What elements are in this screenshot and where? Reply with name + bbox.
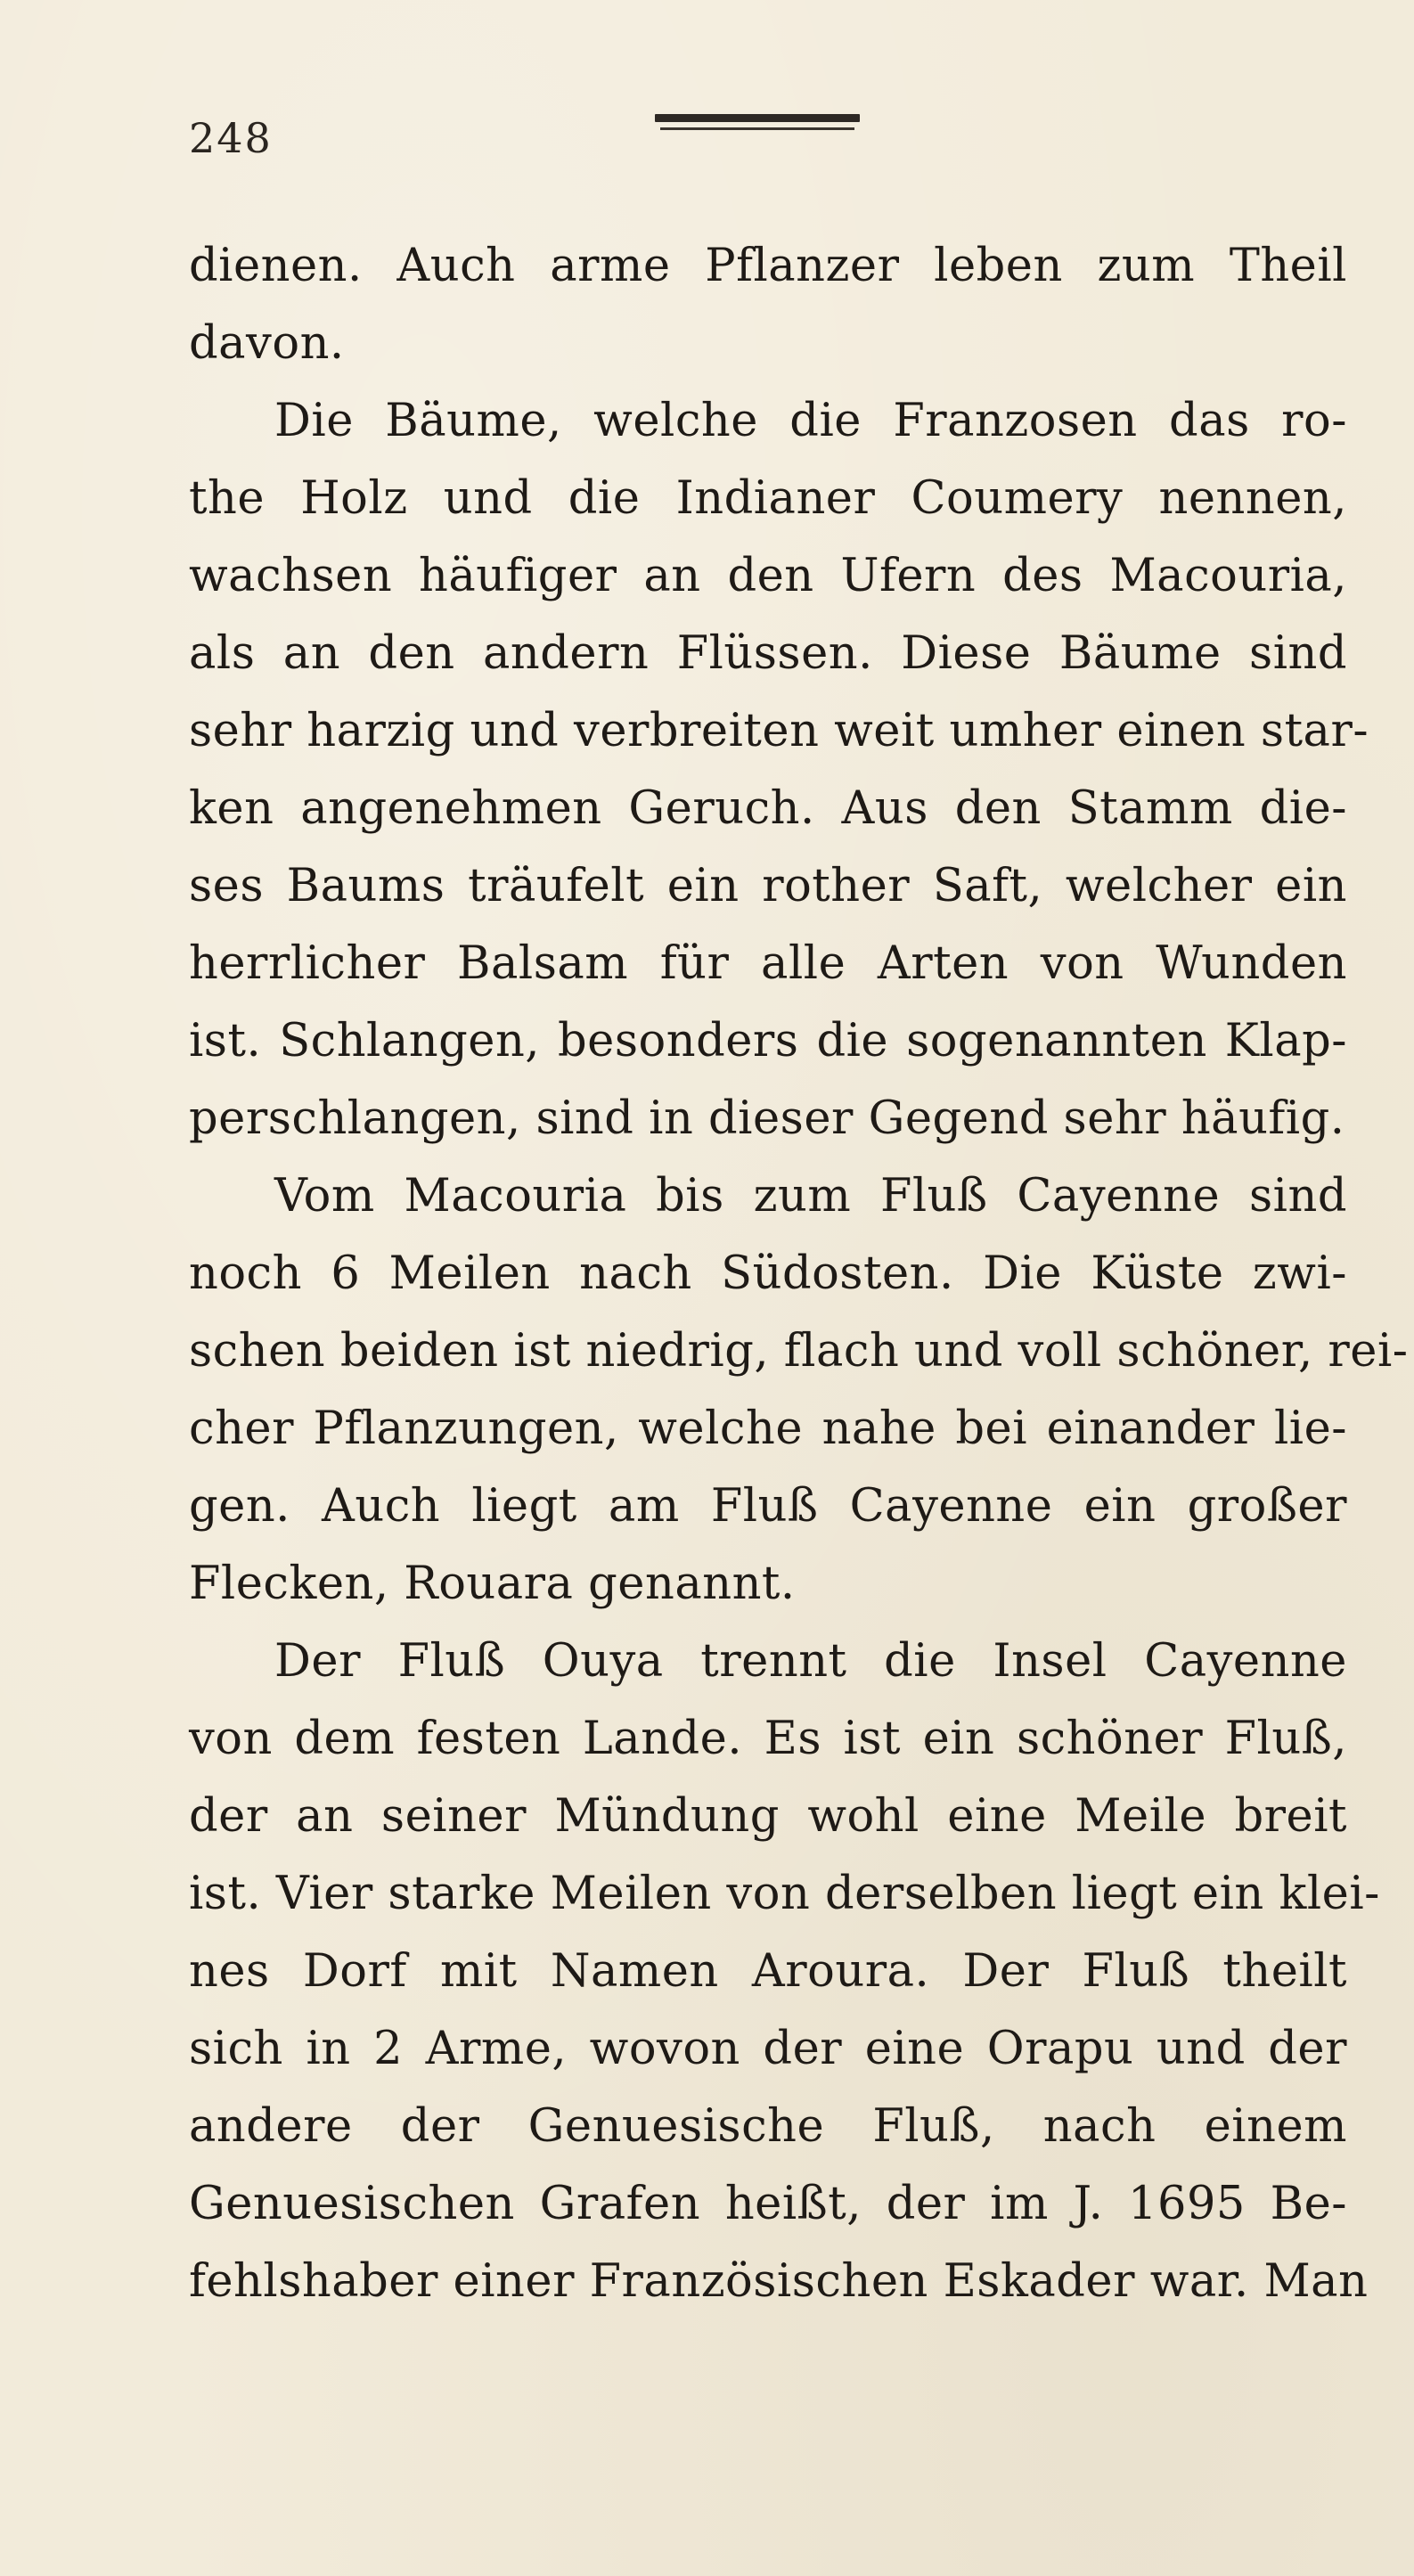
text-line: der an seiner Mündung wohl eine Meile breit	[189, 1790, 1347, 1843]
text-line: schen beiden ist niedrig, flach und voll schöner, rei-	[189, 1325, 1409, 1378]
text-line: Genuesischen Grafen heißt, der im J. 1695 Be-	[189, 2178, 1347, 2230]
text-line: perschlangen, sind in dieser Gegend sehr häufig.	[189, 1092, 1345, 1145]
text-line: nes Dorf mit Namen Aroura. Der Fluß theilt	[189, 1945, 1347, 1998]
text-line: Flecken, Rouara genannt.	[189, 1558, 796, 1610]
text-line: dienen. Auch arme Pflanzer leben zum Theil	[189, 240, 1347, 292]
text-line: ses Baums träufelt ein rother Saft, welcher ein	[189, 860, 1347, 912]
text-line: the Holz und die Indianer Coumery nennen,	[189, 472, 1347, 525]
text-line: cher Pflanzungen, welche nahe bei einander lie-	[189, 1402, 1347, 1455]
text-line: sich in 2 Arme, wovon der eine Orapu und der	[189, 2023, 1347, 2075]
text-line: als an den andern Flüssen. Diese Bäume sind	[189, 627, 1347, 680]
text-line: herrlicher Balsam für alle Arten von Wunden	[189, 937, 1347, 990]
text-line: gen. Auch liegt am Fluß Cayenne ein großer	[189, 1480, 1347, 1533]
body-text	[189, 227, 1409, 2320]
text-line: Vom Macouria bis zum Fluß Cayenne sind	[274, 1170, 1347, 1223]
text-line: andere der Genuesische Fluß, nach einem	[189, 2100, 1347, 2153]
text-line: ist. Vier starke Meilen von derselben liegt ein klei-	[189, 1868, 1380, 1920]
header-rule-thin	[660, 127, 854, 130]
text-line: ist. Schlangen, besonders die sogenannten Klap-	[189, 1015, 1347, 1067]
text-line: fehlshaber einer Französischen Eskader war. Man	[189, 2255, 1369, 2308]
text-line: wachsen häufiger an den Ufern des Macouria,	[189, 550, 1347, 602]
header-rule	[655, 114, 860, 134]
page-number: 248	[189, 114, 273, 162]
header-rule-thick	[655, 114, 860, 122]
text-line: von dem festen Lande. Es ist ein schöner Fluß,	[189, 1713, 1347, 1765]
text-line: ken angenehmen Geruch. Aus den Stamm die-	[189, 782, 1347, 835]
text-line: sehr harzig und verbreiten weit umher einen star-	[189, 705, 1369, 757]
text-line: noch 6 Meilen nach Südosten. Die Küste zwi-	[189, 1247, 1347, 1300]
text-line: Die Bäume, welche die Franzosen das ro-	[274, 395, 1347, 447]
text-line: Der Fluß Ouya trennt die Insel Cayenne	[274, 1635, 1347, 1688]
text-line: davon.	[189, 317, 345, 370]
